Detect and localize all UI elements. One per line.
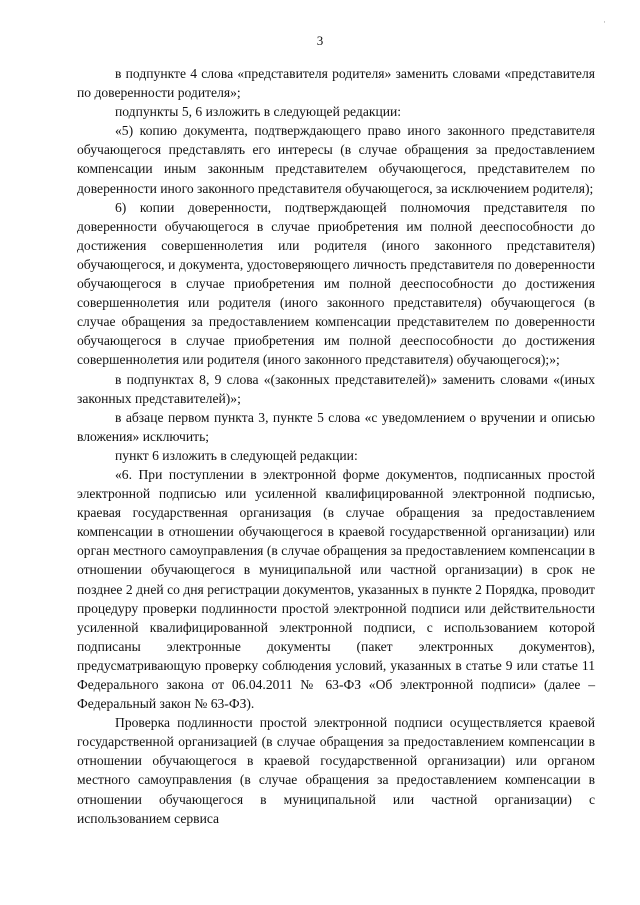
paragraph-subclause-5-text: «5) копию документа, подтверждающего право иного законного представителя обучающегося представлять его интересы (в случае обращения за предоставлением компенсации иным законным представителем обучающегося, представителем по доверенности иного законного представителя обучающегося, за исключением родителя); [77, 123, 595, 196]
paragraph-clause-3-5: в абзаце первом пункта 3, пункте 5 слова «с уведомлением о вручении и описью вложения» исключить; [77, 409, 595, 444]
paragraph-subclause-6-text: 6) копии доверенности, подтверждающей полномочия представителя по доверенности обучающегося в случае приобретения им полной дееспособности до достижения совершеннолетия или родителя (иного законного представителя) обучающегося, и документа, удостоверяющего личность представителя по доверенности обучающегося в случае приобретения им полной дееспособности до достижения совершеннолетия или родителя (иного законного представителя) обучающегося (в случае обращения за предоставлением компенсации представителем по доверенности обучающегося в случае приобретения им полной дееспособности до достижения совершеннолетия или родителя (иного законного представителя) обучающегося);»; [77, 199, 595, 368]
document-body [77, 64, 595, 828]
paragraph-clause-6-text: «6. При поступлении в электронной форме документов, подписанных простой электронной подписью или усиленной квалифицированной электронной подписью, краевая государственная организация (в случае обращения за предоставлением компенсации в отношении обучающегося в краевой государственной организации) или орган местного самоуправления (в случае обращения за предоставлением компенсации в отношении обучающегося в муниципальной или частной организации) в срок не позднее 2 дней со дня регистрации документов, указанных в пункте 2 Порядка, проводит процедуру проверки подлинности простой электронной подписи или действительности усиленной квалифицированной электронной подписи, с использованием которой подписаны электронные документы (пакет электронных документов), предусматривающую проверку соблюдения условий, указанных в статье 9 или статье 11 Федерального закона от 06.04.2011 № 63-ФЗ «Об электронной подписи» (далее – Федеральный закон № 63-ФЗ). [77, 466, 595, 712]
paragraph-subclauses-8-9: в подпунктах 8, 9 слова «(законных представителей)» заменить словами «(иных законных представителей)»; [77, 371, 595, 406]
margin-mark: · [603, 18, 606, 28]
paragraph-clause-6-intro: пункт 6 изложить в следующей редакции: [115, 447, 358, 463]
paragraph-signature-check: Проверка подлинности простой электронной подписи осуществляется краевой государственной организацией (в случае обращения за предоставлением компенсации в отношении обучающегося в краевой государственной организации) или органом местного самоуправления (в случае обращения за предоставлением компенсации в отношении обучающегося в муниципальной или частной организации) с использованием сервиса [77, 715, 595, 826]
page-number: 3 [316, 33, 324, 48]
paragraph-subclause-4: в подпункте 4 слова «представителя родителя» заменить словами «представителя по доверенности родителя»; [77, 66, 595, 101]
paragraph-subclauses-5-6-intro: подпункты 5, 6 изложить в следующей редакции: [115, 104, 402, 120]
